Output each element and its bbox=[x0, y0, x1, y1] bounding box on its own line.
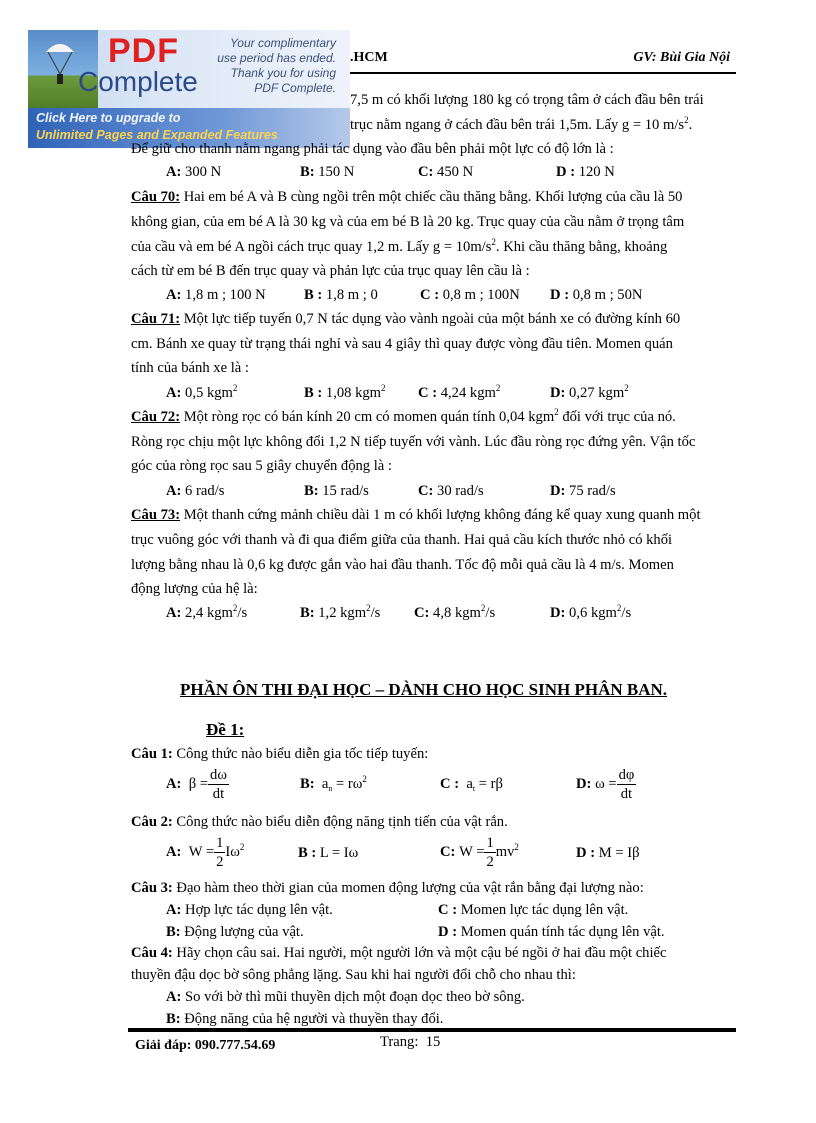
q72-option-b bbox=[304, 483, 369, 500]
q73-c-label: C: bbox=[414, 605, 430, 621]
q69-option-a bbox=[166, 164, 221, 181]
c1-d-label: D: bbox=[576, 776, 592, 792]
q69-option-b bbox=[300, 164, 354, 181]
c3-d-value: Momen quán tính tác dụng lên vật. bbox=[457, 924, 665, 940]
q71-label: Câu 71: bbox=[131, 311, 181, 327]
q69-d-label: D : bbox=[556, 164, 576, 180]
q73-b-sup: 2 bbox=[366, 603, 371, 613]
exam-title: Đề 1: bbox=[206, 720, 245, 739]
c3-a-value: Hợp lực tác dụng lên vật. bbox=[181, 902, 333, 918]
q72-c-label: C: bbox=[418, 483, 434, 499]
c2-option-d bbox=[576, 845, 640, 862]
q70-d-value: 0,8 m ; 50N bbox=[569, 287, 643, 303]
q71-d-sup: 2 bbox=[624, 383, 629, 393]
q70-line1-text: Hai em bé A và B cùng ngồi trên một chiếc cầu thăng bằng. Khối lượng của cầu là 50 bbox=[180, 189, 683, 205]
q73-option-b: B: 1,2 kgm$^2$/s bbox=[300, 603, 381, 621]
q73-a-value: 2,4 kgm bbox=[181, 605, 233, 621]
q72-option-a bbox=[166, 483, 224, 500]
c3-option-d bbox=[438, 924, 665, 941]
c2-d-label: D : bbox=[576, 845, 596, 861]
q70-a-value: 1,8 m ; 100 N bbox=[181, 287, 266, 303]
q70-line3-b: . Khi cầu thăng bằng, khoảng bbox=[495, 239, 668, 255]
c3-option-a bbox=[166, 902, 333, 919]
q71-line1 bbox=[131, 311, 680, 328]
q73-option-c: C: 4,8 kgm$^2$/s bbox=[414, 603, 496, 621]
q69-sup: 2 bbox=[684, 115, 689, 125]
c2-d-value: M = Iβ bbox=[598, 845, 640, 861]
q70-c-label: C : bbox=[420, 287, 440, 303]
q70-sup: 2 bbox=[491, 237, 496, 247]
q69-a-label: A: bbox=[166, 164, 182, 180]
q73-option-a: A: 2,4 kgm$^2$/s bbox=[166, 603, 248, 621]
c3-text: Đạo hàm theo thời gian của momen động lượng của vật rắn bằng đại lượng nào: bbox=[172, 880, 644, 896]
banner-brand-complete: Complete bbox=[78, 66, 198, 97]
q73-label: Câu 73: bbox=[131, 507, 181, 523]
q69-c-label: C: bbox=[418, 164, 434, 180]
q73-line1-text: Một thanh cứng mảnh chiều dài 1 m có khối lượng không đáng kể quay xung quanh một bbox=[180, 507, 701, 523]
c4-option-b bbox=[166, 1011, 443, 1028]
footer-rule bbox=[128, 1028, 736, 1032]
page-label: Trang: bbox=[380, 1034, 419, 1050]
q70-option-c bbox=[420, 287, 520, 304]
q70-d-label: D : bbox=[550, 287, 570, 303]
c4-line2: thuyền đậu dọc bờ sông phẳng lặng. Sau khi hai người đổi chỗ cho nhau thì: bbox=[131, 967, 576, 983]
q70-line3-a: của cầu và em bé A ngồi cách trục quay 1,2 m. Lấy g = 10m/s bbox=[131, 239, 492, 255]
q71-option-b bbox=[304, 385, 386, 402]
q69-line1: 7,5 m có khối lượng 180 kg có trọng tâm ở cách đầu bên trái bbox=[350, 92, 704, 108]
q73-d-sup: 2 bbox=[616, 603, 622, 613]
q69-a-value: 300 N bbox=[181, 164, 222, 180]
q70-option-a bbox=[166, 287, 266, 304]
q73-c-sup: 2 bbox=[480, 603, 486, 613]
banner-msg-4: PDF Complete. bbox=[254, 81, 336, 95]
q73-b-value: 1,2 kgm bbox=[314, 605, 367, 621]
banner-msg-1: Your complimentary bbox=[229, 36, 336, 50]
c2-label: Câu 2: bbox=[131, 814, 173, 830]
c1-text: Công thức nào biểu diễn gia tốc tiếp tuyến: bbox=[172, 746, 429, 762]
q70-line4: cách từ em bé B đến trục quay và phản lực của trục quay lên cầu là : bbox=[131, 263, 530, 279]
page-number: 15 bbox=[425, 1034, 441, 1050]
upgrade-link-text[interactable] bbox=[36, 110, 278, 144]
c4-a-label: A: bbox=[166, 989, 182, 1005]
c3-b-value: Động lượng của vật. bbox=[180, 924, 304, 940]
q73-c-value: 4,8 kgm bbox=[429, 605, 481, 621]
q70-b-value: 1,8 m ; 0 bbox=[322, 287, 378, 303]
c4-option-a bbox=[166, 989, 525, 1006]
c1-b-label: B: bbox=[300, 776, 315, 792]
q70-label: Câu 70: bbox=[131, 189, 181, 205]
c1-option-a: A: β = $\frac{d\omega}{dt}$ bbox=[166, 767, 227, 802]
q72-d-value: 75 rad/s bbox=[565, 483, 616, 499]
q72-line2: Ròng rọc chịu một lực không đổi 1,2 N tiếp tuyến với vành. Lúc đầu ròng rọc đứng yên. Vận tốc bbox=[131, 434, 696, 450]
q69-line2: trục nằm ngang ở cách đầu bên trái 1,5m. Lấy g = 10 $m/s^2$. bbox=[350, 115, 693, 133]
q71-option-c bbox=[418, 385, 500, 402]
c1-option-c: C : $a_t = r\beta$ bbox=[440, 776, 503, 793]
q70-line2: không gian, của em bé A là 30 kg và của em bé B là 20 kg. Trục quay của cầu nằm ở trọng tâm bbox=[131, 214, 685, 230]
c3-d-label: D : bbox=[438, 924, 458, 940]
q71-option-a bbox=[166, 385, 237, 402]
c3-a-label: A: bbox=[166, 902, 182, 918]
q73-line1 bbox=[131, 507, 701, 524]
upgrade-link-line-1[interactable]: Click Here to upgrade to bbox=[36, 111, 181, 125]
c4-label: Câu 4: bbox=[131, 945, 173, 961]
banner-brand-pdf: PDF bbox=[108, 32, 179, 70]
q71-a-sup: 2 bbox=[232, 383, 238, 393]
c3-option-b bbox=[166, 924, 304, 941]
q71-c-label: C : bbox=[418, 385, 438, 401]
q72-line1-a: Một ròng rọc có bán kính 20 cm có momen quán tính 0,04 kgm bbox=[180, 409, 555, 425]
c4-b-label: B: bbox=[166, 1011, 181, 1027]
q72-sup: 2 bbox=[554, 407, 559, 417]
q69-d-value: 120 N bbox=[575, 164, 615, 180]
q73-line4: động lượng của hệ là: bbox=[131, 581, 258, 597]
c1-option-d: D: ω = $\frac{d\varphi}{dt}$ bbox=[576, 767, 635, 802]
q71-b-value: 1,08 kgm bbox=[322, 385, 382, 401]
q70-c-value: 0,8 m ; 100N bbox=[439, 287, 520, 303]
q69-b-label: B: bbox=[300, 164, 315, 180]
upgrade-link-line-2[interactable]: Unlimited Pages and Expanded Features bbox=[36, 128, 278, 142]
q72-b-label: B: bbox=[304, 483, 319, 499]
c4-a-value: So với bờ thì mũi thuyền dịch một đoạn dọc theo bờ sông. bbox=[181, 989, 525, 1005]
q72-line1 bbox=[131, 409, 676, 426]
c3-option-c bbox=[438, 902, 628, 919]
q70-option-b bbox=[304, 287, 378, 304]
banner-message bbox=[206, 36, 336, 96]
q73-d-label: D: bbox=[550, 605, 566, 621]
q72-line1-b: đối với trục của nó. bbox=[558, 409, 676, 425]
q72-line3: góc của ròng rọc sau 5 giây chuyển động là : bbox=[131, 458, 392, 474]
q69-option-c bbox=[418, 164, 473, 181]
q70-b-label: B : bbox=[304, 287, 323, 303]
c2-option-b bbox=[298, 845, 358, 862]
q70-line3 bbox=[131, 239, 667, 256]
banner-msg-3: Thank you for using bbox=[230, 66, 336, 80]
c4-b-value: Động năng của hệ người và thuyền thay đổi. bbox=[180, 1011, 444, 1027]
c3-label: Câu 3: bbox=[131, 880, 173, 896]
c1-c-label: C : bbox=[440, 776, 460, 792]
c3-c-label: C : bbox=[438, 902, 458, 918]
c2-text: Công thức nào biểu diễn động năng tịnh tiến của vật rắn. bbox=[172, 814, 508, 830]
section-title: PHẦN ÔN THI ĐẠI HỌC – DÀNH CHO HỌC SINH PHÂN BAN. bbox=[180, 680, 668, 699]
q73-b-label: B: bbox=[300, 605, 315, 621]
q69-b-value: 150 N bbox=[314, 164, 355, 180]
c2-b-value: L = Iω bbox=[319, 845, 359, 861]
q72-option-d bbox=[550, 483, 616, 500]
c3-c-value: Momen lực tác dụng lên vật. bbox=[457, 902, 629, 918]
c1-label: Câu 1: bbox=[131, 746, 173, 762]
c2-c-label: C: bbox=[440, 844, 456, 860]
banner-msg-2: use period has ended. bbox=[217, 51, 336, 65]
q72-label: Câu 72: bbox=[131, 409, 181, 425]
q73-option-d: D: 0,6 kgm$^2$/s bbox=[550, 603, 632, 621]
q73-a-sup: 2 bbox=[232, 603, 238, 613]
c1-question bbox=[131, 746, 428, 763]
banner-top bbox=[28, 30, 350, 112]
q71-d-label: D: bbox=[550, 385, 566, 401]
q71-d-value: 0,27 kgm bbox=[565, 385, 625, 401]
header-right: GV: Bùi Gia Nội bbox=[633, 50, 730, 65]
q71-a-value: 0,5 kgm bbox=[181, 385, 233, 401]
q71-b-label: B : bbox=[304, 385, 323, 401]
c4-question bbox=[131, 945, 666, 962]
q71-b-sup: 2 bbox=[381, 383, 386, 393]
q71-line2: cm. Bánh xe quay từ trạng thái nghỉ và sau 4 giây thì quay được vòng đầu tiên. Momen quán bbox=[131, 336, 673, 352]
pdf-complete-banner[interactable] bbox=[28, 30, 350, 148]
header-left: .HCM bbox=[350, 50, 388, 65]
q69-line2-text: trục nằm ngang ở cách đầu bên trái 1,5m. Lấy g = 10 m/s bbox=[350, 117, 685, 133]
c3-question bbox=[131, 880, 644, 897]
q71-c-sup: 2 bbox=[495, 383, 501, 393]
c2-option-a: A: W = $\frac{1}{2}$ $I\omega^2$ bbox=[166, 835, 245, 870]
q72-option-c bbox=[418, 483, 484, 500]
q69-line3: Để giữ cho thanh nằm ngang phải tác dụng vào đầu bên phải một lực có độ lớn là : bbox=[131, 141, 614, 157]
q71-a-label: A: bbox=[166, 385, 182, 401]
q71-line1-text: Một lực tiếp tuyến 0,7 N tác dụng vào vành ngoài của một bánh xe có đường kính 60 bbox=[180, 311, 681, 327]
c3-b-label: B: bbox=[166, 924, 181, 940]
q71-c-value: 4,24 kgm bbox=[437, 385, 496, 401]
q70-line1 bbox=[131, 189, 682, 206]
q71-line3: tính của bánh xe là : bbox=[131, 360, 249, 376]
q70-a-label: A: bbox=[166, 287, 182, 303]
q73-d-value: 0,6 kgm bbox=[565, 605, 617, 621]
q69-option-d bbox=[556, 164, 615, 181]
c4-text: Hãy chọn câu sai. Hai người, một người lớn và một cậu bé ngồi ở hai đầu một chiếc bbox=[172, 945, 667, 961]
q73-line2: trục vuông góc với thanh và đi qua điểm giữa của thanh. Hai quả cầu kích thước nhỏ có khối bbox=[131, 532, 673, 548]
q72-b-value: 15 rad/s bbox=[318, 483, 369, 499]
q69-c-value: 450 N bbox=[433, 164, 474, 180]
c2-b-label: B : bbox=[298, 845, 317, 861]
c2-a-label: A: bbox=[166, 844, 182, 860]
q72-a-value: 6 rad/s bbox=[181, 483, 225, 499]
footer-page bbox=[380, 1034, 440, 1051]
c2-option-c: C: W = $\frac{1}{2}$ $mv^2$ bbox=[440, 835, 519, 870]
q72-a-label: A: bbox=[166, 483, 182, 499]
c1-option-b: B: $a_n = r\omega^2$ bbox=[300, 774, 367, 793]
footer-contact: Giải đáp: 090.777.54.69 bbox=[135, 1038, 276, 1053]
q72-d-label: D: bbox=[550, 483, 566, 499]
c2-question bbox=[131, 814, 508, 831]
q72-c-value: 30 rad/s bbox=[433, 483, 484, 499]
q73-a-label: A: bbox=[166, 605, 182, 621]
q73-line3: lượng bằng nhau là 0,6 kg được gắn vào hai đầu thanh. Tốc độ mỗi quả cầu là 4 m/s. Momen bbox=[131, 557, 674, 573]
q71-option-d bbox=[550, 385, 629, 402]
q70-option-d bbox=[550, 287, 642, 304]
c1-a-label: A: bbox=[166, 776, 182, 792]
